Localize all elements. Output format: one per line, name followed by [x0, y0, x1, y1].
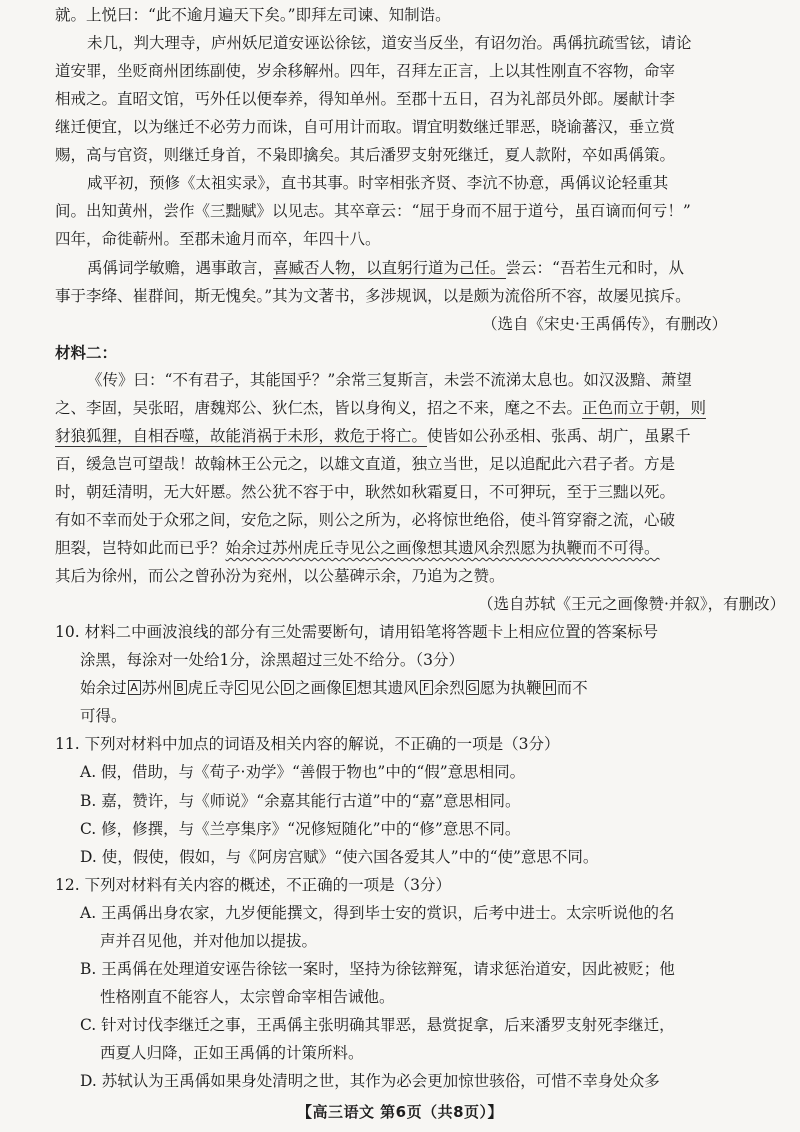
option-b: B. 王禹偁在处理道安诬告徐铉一案时，坚持为徐铉辩冤，请求惩治道安，因此被贬；他: [80, 959, 675, 978]
passage-text: 尝云：“吾若生元和时，从: [505, 258, 684, 277]
answer-marker-g[interactable]: G: [466, 680, 479, 695]
segment: 而不: [556, 679, 588, 698]
segment: 见公: [249, 679, 281, 698]
option-c: C. 针对讨伐李继迁之事，王禹偁主张明确其罪恶，悬赏捉拿，后来潘罗支射死李继迁，: [80, 1015, 675, 1034]
passage-line: [55, 427, 691, 446]
passage-line: 咸平初，预修《太祖实录》，直书其事。时宰相张齐贤、李沆不协意，禹偁议论轻重其: [87, 174, 669, 193]
passage-line: 百，缓急岂可望哉！故翰林王公元之，以雄文直道，独立当世，足以追配此六君子者。方是: [55, 454, 676, 473]
passage-text: 禹偁词学敏赡，遇事敢言，: [87, 258, 274, 277]
page-footer: 【高三语文 第6页（共8页）】: [296, 1103, 504, 1121]
answer-marker-h[interactable]: H: [543, 680, 556, 695]
segment: 苏州: [141, 679, 173, 698]
option-c: C. 修，修撰，与《兰亭集序》“况修短随化”中的“修”意思不同。: [80, 819, 521, 838]
option-b: B. 嘉，赞许，与《师说》“余嘉其能行古道”中的“嘉”意思相同。: [80, 791, 521, 810]
option-a: A. 假，借助，与《荀子·劝学》“善假于物也”中的“假”意思相同。: [80, 763, 526, 782]
answer-marker-e[interactable]: E: [343, 680, 356, 695]
question-11-text: 11. 下列对材料中加点的词语及相关内容的解说，不正确的一项是（3分）: [55, 735, 560, 754]
underlined-sentence: 豺狼狐狸，自相吞噬，故能消祸于未形，救危于将亡。: [55, 426, 428, 445]
segment: 想其遗风: [356, 679, 419, 698]
segment: 虎丘寺: [187, 679, 235, 698]
passage-line: 间。出知黄州，尝作《三黜赋》以见志。其卒章云：“屈于身而不屈于道兮，虽百谪而何亏！”: [55, 202, 691, 221]
passage-text: 胆裂，岂特如此而已乎？: [55, 539, 226, 557]
wavy-underlined-sentence: 始余过苏州虎丘寺见公之画像想其遗风余烈愿为执鞭而不可得。: [225, 539, 660, 557]
question-10-sentence: 可得。: [80, 707, 127, 726]
option-a: A. 王禹偁出身农家，九岁便能撰文，得到毕士安的赏识，后考中进士。太宗听说他的名: [80, 903, 675, 922]
passage-text: 使皆如公孙丞相、张禹、胡广，虽累千: [427, 426, 691, 445]
answer-marker-c[interactable]: C: [235, 680, 248, 695]
passage-line: 相戒之。直昭文馆，丐外任以便奉养，得知单州。至郡十五日，召为礼部员外郎。屡献计李: [55, 90, 676, 109]
material-heading: 材料二：: [55, 342, 118, 362]
underlined-sentence: 喜臧否人物，以直躬行道为己任。: [273, 258, 506, 277]
segment: 愿为执鞭: [479, 679, 542, 698]
passage-line: 四年，命徙蕲州。至郡未逾月而卒，年四十八。: [55, 230, 381, 249]
passage-line: 其后为徐州，而公之曾孙汾为兖州，以公墓碑示余，乃追为之赞。: [55, 567, 505, 586]
option-a-cont: 声并召见他，并对他加以提拔。: [100, 931, 318, 950]
source-citation: （选自苏轼《王元之画像赞·并叙》，有删改）: [478, 595, 786, 614]
segment: 之画像: [295, 679, 342, 698]
answer-marker-f[interactable]: F: [420, 680, 433, 695]
underlined-sentence: 正色而立于朝，则: [582, 398, 707, 417]
segment: 余烈: [433, 679, 465, 698]
passage-text: 之、李固，吴张昭，唐魏郑公、狄仁杰，皆以身徇义，招之不来，麾之不去。: [55, 398, 583, 417]
question-10-text: 涂黑，每涂对一处给1分，涂黑超过三处不给分。（3分）: [80, 651, 464, 670]
passage-line: 继迁便宜，以为继迁不必劳力而诛，自可用计而取。谓宜明数继迁罪恶，晓谕蕃汉，垂立赏: [55, 118, 676, 137]
passage-line: [55, 399, 706, 418]
option-d: D. 苏轼认为王禹偁如果身处清明之世，其作为必会更加惊世骇俗，可惜不幸身处众多: [80, 1072, 660, 1090]
segment: 始余过: [80, 679, 127, 698]
passage-line: 《传》曰：“不有君子，其能国乎？”余常三复斯言，未尝不流涕太息也。如汉汲黯、萧望: [87, 370, 692, 389]
passage-line: 就。上悦曰：“此不逾月遍天下矣。”即拜左司谏、知制诰。: [55, 6, 451, 24]
question-12-text: 12. 下列对材料有关内容的概述，不正确的一项是（3分）: [55, 875, 451, 894]
passage-line: 时，朝廷清明，无大奸慝。然公犹不容于中，耿然如秋霜夏日，不可狎玩，至于三黜以死。: [55, 482, 676, 501]
option-b-cont: 性格刚直不能容人，太宗曾命宰相告诫他。: [100, 987, 395, 1006]
passage-line: 道安罪，坐贬商州团练副使，岁余移解州。四年，召拜左正言，上以其性刚直不容物，命宰: [55, 62, 676, 81]
answer-marker-b[interactable]: B: [174, 680, 187, 695]
passage-line: 赐，高与官资，则继迁身首，不枭即擒矣。其后潘罗支射死继迁，夏人款附，卒如禹偁策。: [55, 146, 676, 165]
question-10-sentence: [80, 679, 588, 698]
source-citation: （选自《宋史·王禹偁传》，有删改）: [482, 314, 728, 333]
option-c-cont: 西夏人归降，正如王禹偁的计策所料。: [100, 1043, 364, 1062]
passage-line: 事于李绛、崔群间，斯无愧矣。”其为文著书，多涉规讽，以是颇为流俗所不容，故屡见摈斥。: [55, 286, 691, 305]
passage-line: 未几，判大理寺，庐州妖尼道安诬讼徐铉，道安当反坐，有诏勿治。禹偁抗疏雪铉，请论: [87, 34, 692, 53]
passage-line: 有如不幸而处于众邪之间，安危之际，则公之所为，必将惊世绝俗，使斗筲穿窬之流，心破: [55, 510, 676, 529]
passage-line: [55, 539, 660, 558]
answer-marker-a[interactable]: A: [128, 680, 141, 695]
option-d: D. 使，假使，假如，与《阿房宫赋》“使六国各爱其人”中的“使”意思不同。: [80, 847, 599, 866]
answer-marker-d[interactable]: D: [281, 680, 294, 695]
passage-line: [87, 259, 684, 278]
question-10-text: 10. 材料二中画波浪线的部分有三处需要断句，请用铅笔将答题卡上相应位置的答案标号: [55, 623, 659, 642]
